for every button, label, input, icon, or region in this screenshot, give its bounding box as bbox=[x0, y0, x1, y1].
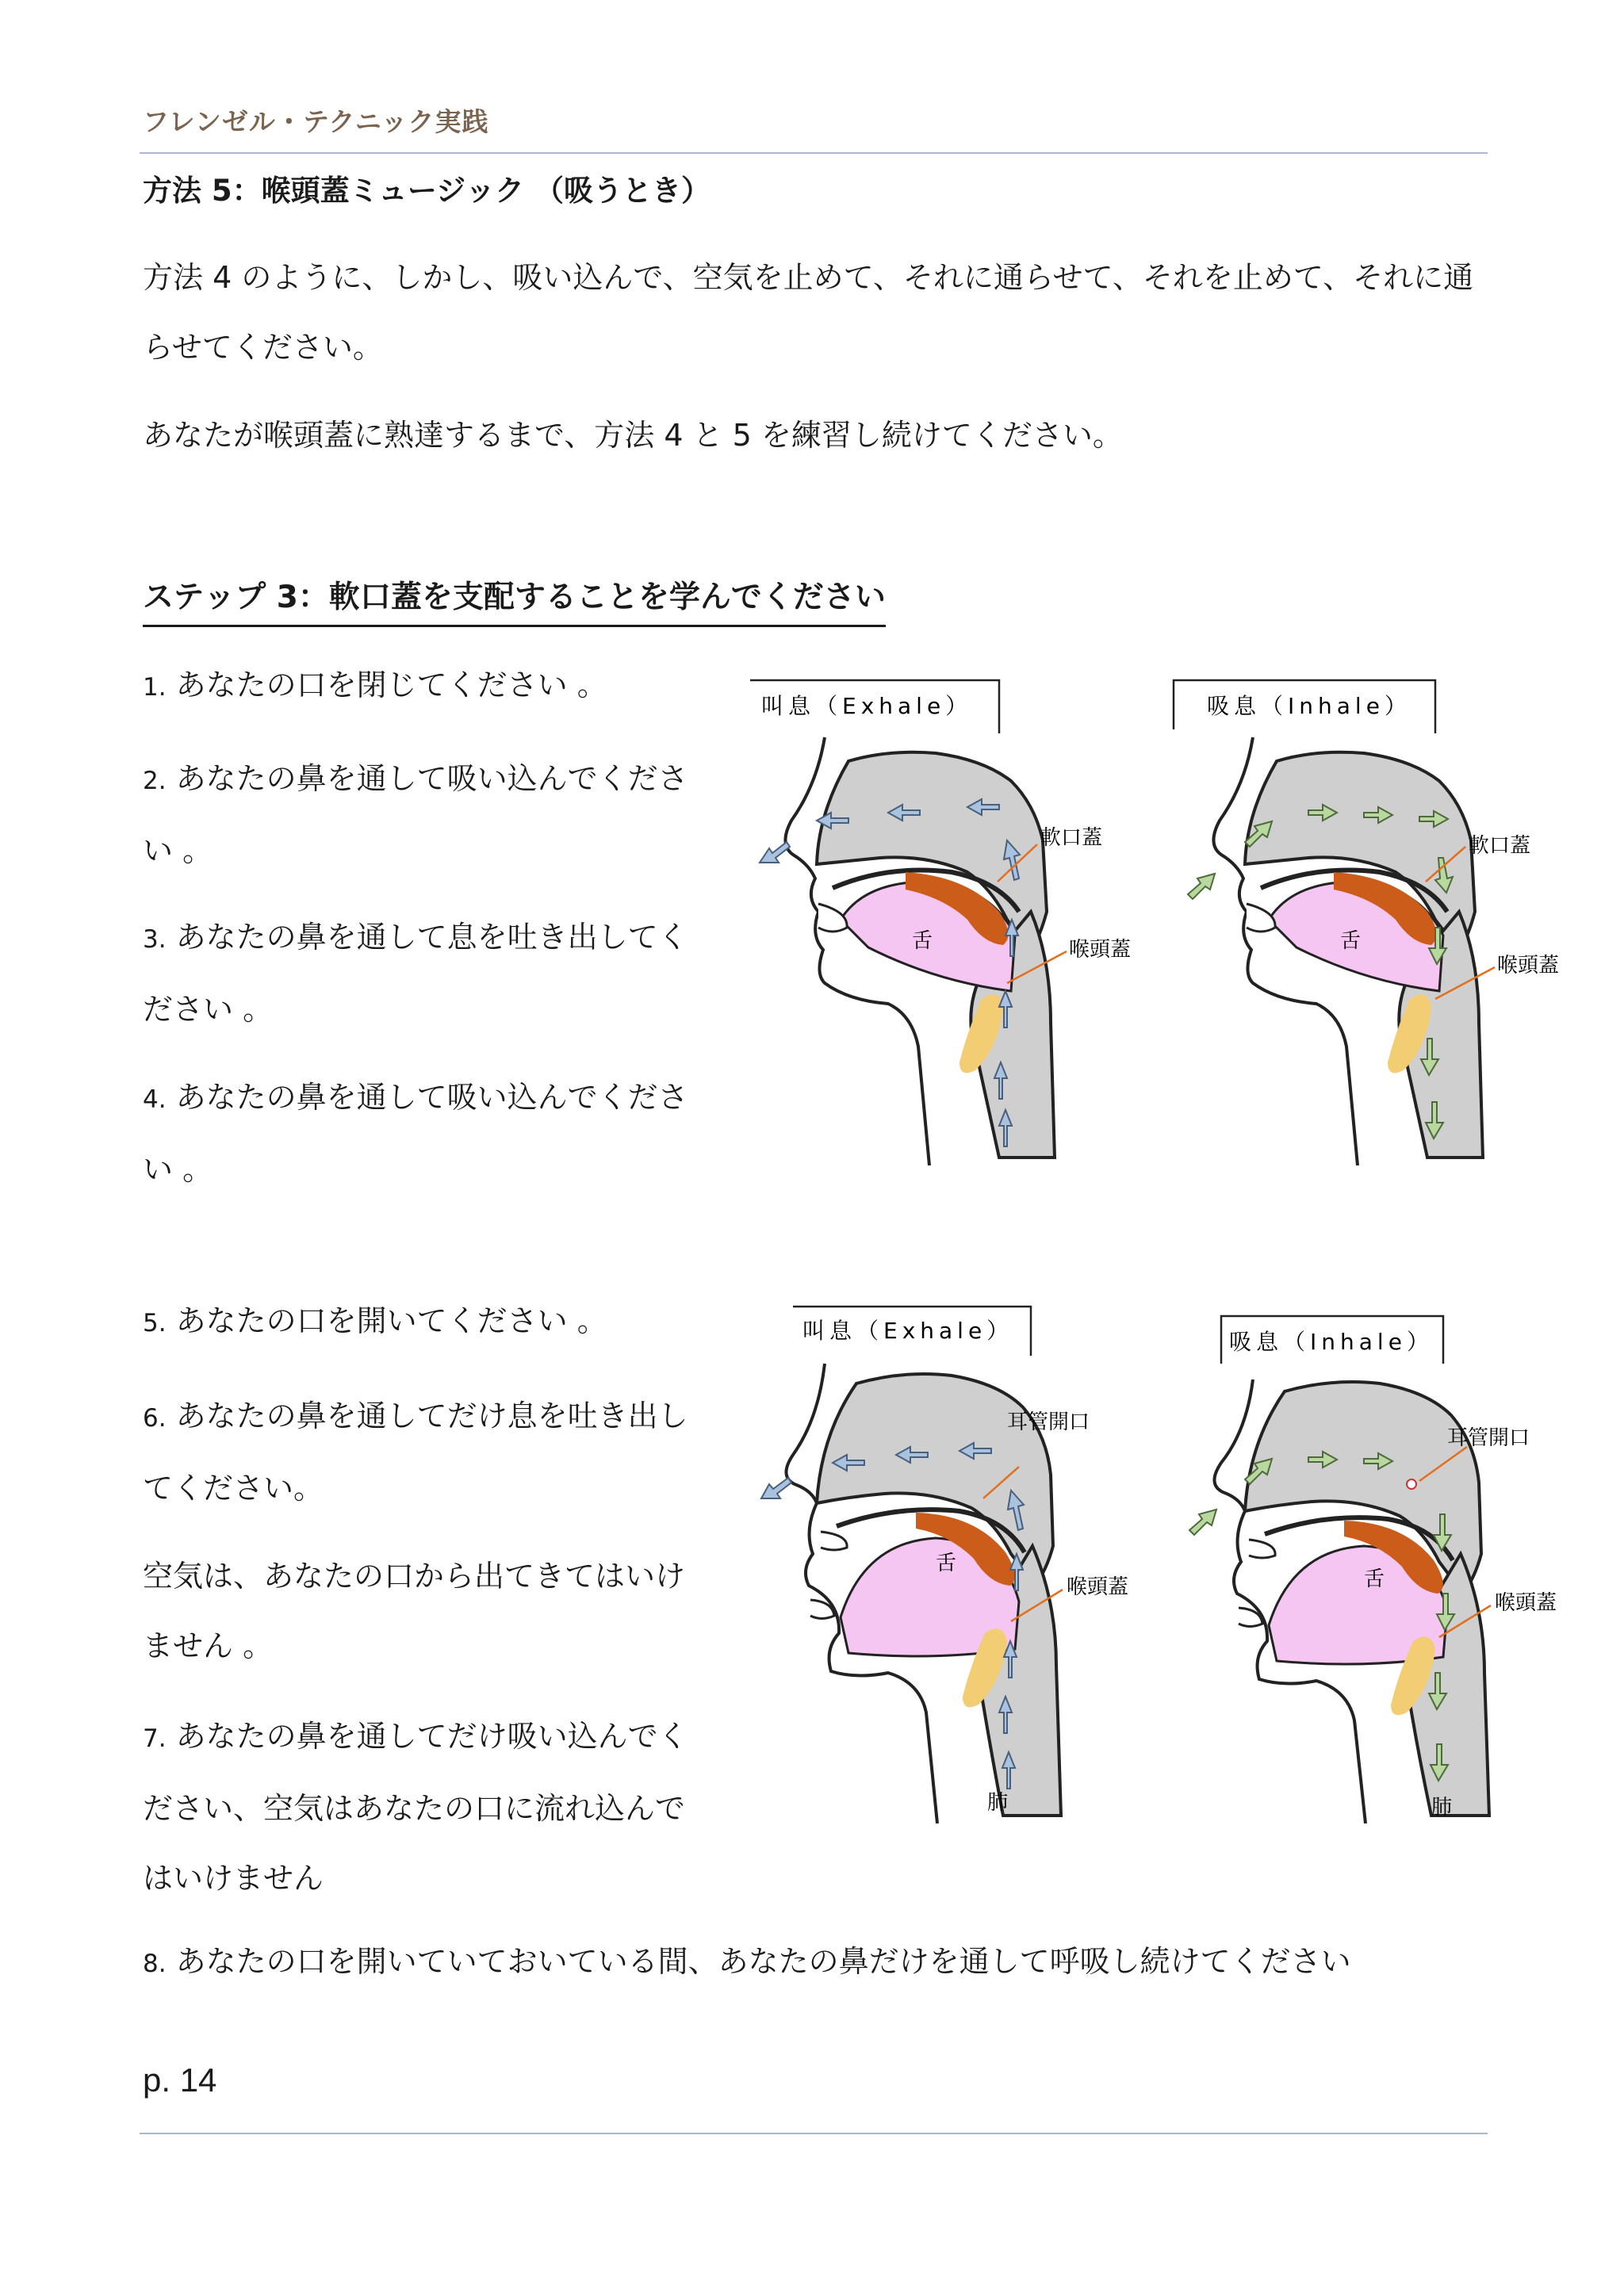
step-number: 6. bbox=[143, 1404, 167, 1433]
step-note bbox=[143, 1541, 690, 1681]
step-text: 空気は、あなたの口から出てきてはいけません 。 bbox=[143, 1559, 686, 1663]
step-text: あなたの口を開いてください 。 bbox=[175, 1303, 607, 1338]
diagram-inhale-closed-mouth bbox=[1158, 674, 1586, 1165]
step-number: 5. bbox=[143, 1309, 167, 1337]
step-number: 7. bbox=[143, 1724, 167, 1753]
step-item-1 bbox=[143, 650, 690, 722]
step-item-8 bbox=[143, 1927, 1491, 1999]
tongue-label: 舌 bbox=[936, 1552, 957, 1575]
soft-palate-label: 軟口蓋 bbox=[1469, 834, 1531, 858]
method5-heading: 方法 5：喉頭蓋ミュージック （吸うとき） bbox=[143, 174, 711, 208]
step-number: 3. bbox=[143, 925, 167, 954]
step-number: 2. bbox=[143, 767, 167, 795]
document-header-title: フレンゼル・テクニック実践 bbox=[143, 106, 489, 137]
teeth bbox=[1249, 1540, 1275, 1558]
step-number: 1. bbox=[143, 673, 167, 702]
method5-paragraph-1: 方法 4 のように、しかし、吸い込んで、空気を止めて、それに通らせて、それを止めて、それに通らせてください。 bbox=[143, 260, 1474, 365]
step-text: あなたの鼻を通してだけ息を吐き出してください。 bbox=[143, 1399, 688, 1506]
step-item-4 bbox=[143, 1062, 690, 1204]
figure-title: 叫息（Exhale） bbox=[761, 693, 973, 719]
step-text: あなたの鼻を通して息を吐き出してください 。 bbox=[143, 920, 688, 1027]
tongue-label: 舌 bbox=[912, 929, 933, 953]
eustachian-label: 耳管開口 bbox=[1007, 1410, 1090, 1434]
epiglottis-label: 喉頭蓋 bbox=[1069, 938, 1132, 962]
tongue-label: 舌 bbox=[1364, 1567, 1385, 1591]
step-text: あなたの口を閉じてください 。 bbox=[175, 668, 607, 702]
epiglottis-label: 喉頭蓋 bbox=[1497, 954, 1560, 978]
step-text: あなたの鼻を通してだけ吸い込んでください、空気はあなたの口に流れ込んではいけません bbox=[143, 1719, 688, 1896]
page-number: p. 14 bbox=[143, 2061, 217, 2099]
teeth bbox=[821, 1532, 847, 1550]
tongue-label: 舌 bbox=[1340, 929, 1362, 953]
step3-heading: ステップ 3：軟口蓋を支配することを学んでください bbox=[143, 572, 886, 627]
figure-title: 吸息（Inhale） bbox=[1229, 1329, 1434, 1355]
step-item-7 bbox=[143, 1701, 690, 1913]
epiglottis-label: 喉頭蓋 bbox=[1495, 1591, 1557, 1615]
diagram-exhale-open-mouth bbox=[737, 1300, 1158, 1823]
step-text: あなたの口を開いていておいている間、あなたの鼻だけを通して呼吸し続けてください bbox=[175, 1944, 1351, 1979]
teeth bbox=[818, 904, 847, 932]
lungs-label: 肺 bbox=[1431, 1796, 1453, 1820]
step-number: 8. bbox=[143, 1950, 167, 1978]
figure-title: 吸息（Inhale） bbox=[1207, 693, 1411, 719]
step-item-6 bbox=[143, 1381, 690, 1523]
eustachian-label: 耳管開口 bbox=[1447, 1426, 1530, 1450]
step-number: 4. bbox=[143, 1085, 167, 1114]
soft-palate-label: 軟口蓋 bbox=[1040, 826, 1103, 850]
eustachian-opening-marker bbox=[1407, 1479, 1416, 1489]
footer-divider bbox=[140, 2133, 1488, 2134]
header-divider bbox=[140, 152, 1488, 154]
diagram-exhale-closed-mouth bbox=[730, 674, 1158, 1165]
step-text: あなたの鼻を通して吸い込んでください 。 bbox=[143, 761, 688, 868]
step-text: あなたの鼻を通して吸い込んでください 。 bbox=[143, 1080, 688, 1187]
step-item-2 bbox=[143, 744, 690, 886]
method5-paragraph-2: あなたが喉頭蓋に熟達するまで、方法 4 と 5 を練習し続けてください。 bbox=[143, 418, 1123, 453]
teeth bbox=[1247, 904, 1275, 932]
lungs-label: 肺 bbox=[987, 1791, 1009, 1815]
step-item-5 bbox=[143, 1286, 690, 1358]
epiglottis-label: 喉頭蓋 bbox=[1067, 1575, 1129, 1599]
step-item-3 bbox=[143, 902, 690, 1044]
diagram-inhale-open-mouth bbox=[1166, 1300, 1586, 1823]
figure-title: 叫息（Exhale） bbox=[802, 1318, 1014, 1344]
